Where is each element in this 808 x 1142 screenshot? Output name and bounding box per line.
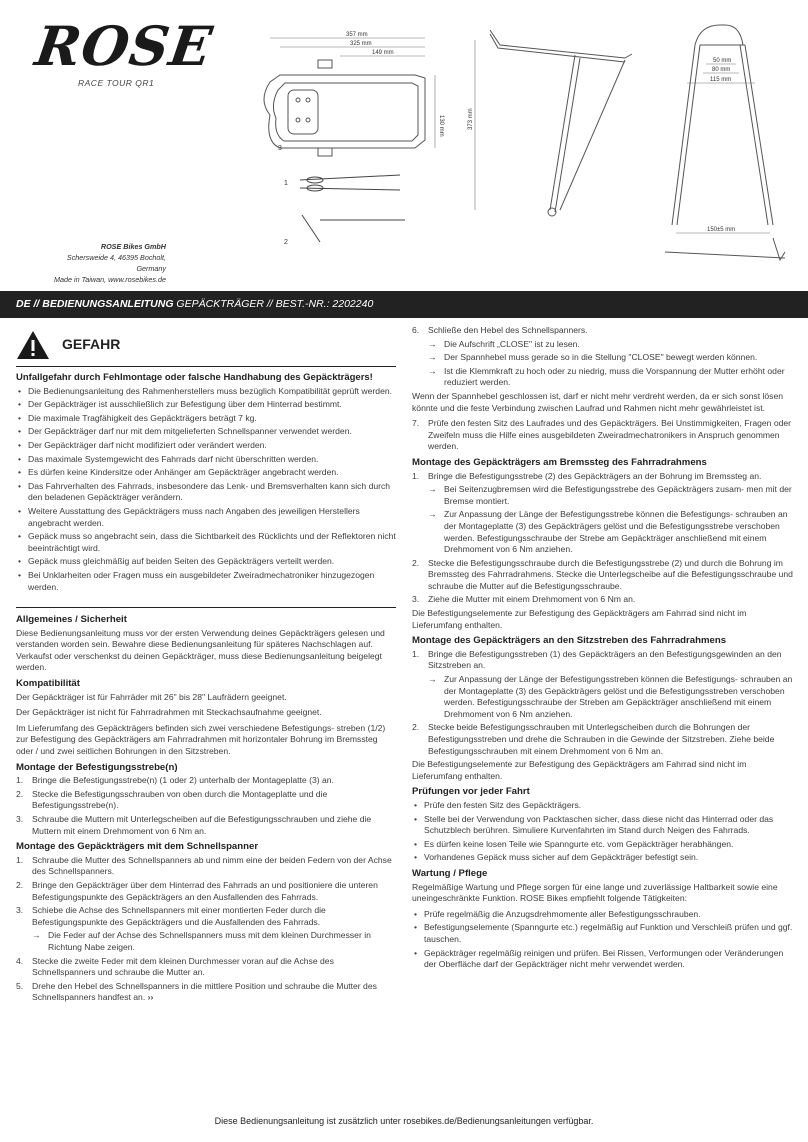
seat-steps [412,649,794,672]
list-item: • Der Gepäckträger darf nur mit dem mitgelieferten Schnellspanner verwendet werden. [16,426,396,438]
list-item: • Gepäckträger regelmäßig reinigen und prüfen. Bei Rissen, Verformungen oder Veränderungen der Oberfläche darf der Gepäckträger nicht mehr verwendet werden. [412,948,794,971]
brake-steps [412,471,794,483]
step-item: 2. Stecke die Befestigungsschrauben von oben durch die Montageplatte und die Befestigungsstrebe(n). [16,788,328,811]
footer-note: Diese Bedienungsanleitung ist zusätzlich unter rosebikes.de/Bedienungsanleitungen verfügbar. [214,1116,594,1126]
qr-steps [16,855,396,929]
list-item: • Die Bedienungsanleitung des Rahmenherstellers muss bezüglich Kompatibilität geprüft werden. [16,386,396,398]
title-banner [0,291,808,318]
dim-80-label: 80 mm [712,67,731,73]
sub-step: → Die Aufschrift „CLOSE" ist zu lesen. [428,338,580,349]
care-list [412,909,794,971]
qr-steps-cont [16,956,396,1004]
banner-doc-type: DE // BEDIENUNGSANLEITUNG [16,298,174,310]
list-item: • Das Fahrverhalten des Fahrrads, insbesondere das Lenk- und Bremsverhalten kann sich durch den beladenen Gepäckträger verändern. [16,481,396,504]
part-1-label: 1 [284,180,288,187]
step-item: 1. Bringe die Befestigungsstrebe (2) des Gepäckträgers an der Bohrung im Bremssteg an. [412,470,762,481]
check-title: Prüfungen vor jeder Fahrt [412,786,530,798]
company-name: ROSE Bikes GmbH [100,242,166,251]
dim-325-label: 325 mm [350,41,372,47]
part-3-label: 3 [278,145,282,152]
dim-150-label: 150±5 mm [707,227,736,233]
list-item: • Das maximale Systemgewicht des Fahrrads darf nicht überschritten werden. [16,454,396,466]
warning-subtitle: Unfallgefahr durch Fehlmontage oder falsche Handhabung des Gepäckträgers! [16,372,373,383]
seat-title: Montage des Gepäckträgers an den Sitzstreben des Fahrradrahmens [412,635,727,647]
right-column [412,325,794,973]
care-title: Wartung / Pflege [412,867,488,879]
brake-steps-cont [412,558,794,606]
list-item: • Gepäck muss so angebracht sein, dass die Sichtbarkeit des Rücklichts und der Reflektoren nicht beeinträchtigt wird. [16,531,396,554]
dim-357-label: 357 mm [346,32,368,38]
list-item: • Gepäck muss gleichmäßig auf beiden Seiten des Gepäckträgers verteilt werden. [16,556,396,568]
sub-step: → Zur Anpassung der Länge der Befestigungsstreben können die Befestigungs- schrauben an der Montageplatte (3) des Gepäckträgers gelöst und die Befestigungsstreben verschoben werden. Befestigungsschraube der Streben am Gepäckträger anschließend mit einem Drehmoment von 6 Nm anziehen. [428,674,793,719]
qr-after-text: Wenn der Spannhebel geschlossen ist, darf er nicht mehr verdreht werden, da er sich sonst lösen könnte und die feste Verbindung zwischen Laufrad und Rahmen nicht mehr gewährleistet ist. [412,390,784,413]
sub-step: → Ist die Klemmkraft zu hoch oder zu niedrig, muss die Vorspannung der Mutter erhöht oder reduziert werden. [428,365,785,388]
step-item: 1. Bringe die Befestigungsstreben (1) des Gepäckträgers an den Befestigungsgewinden an den Sitzstreben an. [412,648,782,671]
warning-header [16,330,396,360]
list-item: • Prüfe den festen Sitz des Gepäckträgers. [412,800,794,812]
check-list [412,800,794,864]
company-address: Schersweide 4, 46395 Bocholt, Germany [66,253,166,273]
step-item: 3. Schraube die Muttern mit Unterlegscheiben auf die Befestigungsschrauben und ziehe die Muttern mit einem Drehmoment von 6 Nm an. [16,814,372,836]
continue-marker: ›› [147,992,154,1003]
dim-115-label: 115 mm [710,77,732,83]
list-item: • Der Gepäckträger darf nicht modifiziert oder verändert werden. [16,440,396,452]
seat-note: Die Befestigungselemente zur Befestigung des Gepäckträgers am Fahrrad sind nicht im Lieferumfang enthalten. [412,759,747,781]
company-made: Made in Taiwan, www.rosebikes.de [54,275,166,284]
step-item: 4. Stecke die zweite Feder mit dem kleinen Durchmesser voran auf die Achse des Schnellspanners und schraube die Mutter an. [16,955,334,978]
list-item: • Befestigungselemente (Spanngurte etc.) regelmäßig auf Funktion und Verschleiß prüfen und ggf. tauschen. [412,922,794,945]
dim-149-label: 149 mm [372,50,394,56]
step-item: 2. Bringe den Gepäckträger über dem Hinterrad des Fahrrads an und positioniere die unteren Befestigungspunkte des Gepäckträgers an den Ausfallenden des Fahrrads. [16,879,378,902]
left-column [16,330,396,1006]
seat-steps-cont [412,722,794,757]
rose-logo: ROSE [31,14,217,78]
step-item: 5. Drehe den Hebel des Schnellspanners in die mittlere Position und schraube die Mutter des Schnellspanners handfest an. ›› [16,980,377,1003]
compat-p1: Der Gepäckträger ist für Fahrräder mit 26" bis 28" Laufrädern geeignet. [16,691,287,702]
list-item: • Es dürfen keine Kindersitze oder Anhänger am Gepäckträger angebracht werden. [16,467,396,479]
divider [16,366,396,367]
dim-373-label: 373 mm [468,108,474,130]
divider [16,607,396,608]
list-item: • Vorhandenes Gepäck muss sicher auf dem Gepäckträger befestigt sein. [412,852,794,864]
list-item: • Weitere Ausstattung des Gepäckträgers muss nach Angaben des jeweiligen Herstellers angebracht werden. [16,506,396,529]
compat-p2: Der Gepäckträger ist nicht für Fahrradrahmen mit Steckachsaufnahme geeignet. [16,707,322,718]
part-2-label: 2 [284,239,288,246]
model-name: RACE TOUR QR1 [78,78,155,88]
company-info [38,241,166,285]
compat-title: Kompatibilität [16,678,80,690]
step-item: 3. Ziehe die Mutter mit einem Drehmoment von 6 Nm an. [412,594,636,605]
sub-step: → Der Spannhebel muss gerade so in die Stellung "CLOSE" bewegt werden können. [428,352,758,363]
care-text: Regelmäßige Wartung und Pflege sorgen für eine lange und zuverlässige Haltbarkeit sowie eine uneingeschränkte Funktion. ROSE Bikes empfiehlt folgende Tätigkeiten: [412,881,778,904]
step-item: 2. Stecke die Befestigungsschraube durch die Befestigungsstrebe (2) und durch die Bohrung im Bremssteg des Fahrradrahmens. Stecke die Unterlegscheibe auf die Befestigungsschraube und schraube die Mutter auf die Befestigungsschraube. [412,557,793,591]
strut-title: Montage der Befestigungsstrebe(n) [16,761,178,773]
dim-50-label: 50 mm [713,58,732,64]
brake-note: Die Befestigungselemente zur Befestigung des Gepäckträgers am Fahrrad sind nicht im Lieferumfang enthalten. [412,608,747,630]
strut-steps [16,775,396,837]
general-text: Diese Bedienungsanleitung muss vor der ersten Verwendung deines Gepäckträgers gelesen und verstanden worden sein. Bewahre diese Bedienungsanleitung für späteres Nachschlagen auf. Verkaufst oder verschenkst du deinen Gepäckträger, muss diese Bedienungsanleitung beigelegt werden. [16,627,385,673]
qr-steps-right [412,325,794,337]
step-item: 3. Schiebe die Achse des Schnellspanners mit einer montierten Feder durch die Befestigungspunkte des Gepäckträgers und die Ausfallenden des Fahrrads. [16,905,326,927]
list-item: • Die maximale Tragfähigkeit des Gepäckträgers beträgt 7 kg. [16,413,396,425]
list-item: • Bei Unklarheiten oder Fragen muss ein ausgebildeter Zweiradmechatroniker hinzugezogen werden. [16,570,396,593]
warning-list [16,386,396,594]
list-item: • Stelle bei der Verwendung von Packtaschen sicher, dass diese nicht das Hinterrad oder das Schutzblech berühren. Simuliere Kurvenfahrten im Stand durch Neigen des Fahrrads. [412,814,794,837]
general-title: Allgemeines / Sicherheit [16,614,127,626]
step-item: 2. Stecke beide Befestigungsschrauben mit Unterlegscheiben durch die Bohrungen der Befestigungsstreben und drehe die Schrauben in die Gewinde der Sitzstreben. Ziehe beide Befestigungsschrauben mit einem Drehmoment von 6 Nm an. [412,722,775,756]
list-item: • Prüfe regelmäßig die Anzugsdrehmomente aller Befestigungsschrauben. [412,909,794,921]
list-item: • Es dürfen keine losen Teile wie Spanngurte etc. vom Gepäckträger herabhängen. [412,839,794,851]
warning-triangle-icon [16,330,50,360]
sub-step: → Bei Seitenzugbremsen wird die Befestigungsstrebe des Gepäckträgers zusam- men mit der Bremse montiert. [428,484,792,506]
dim-130-label: 130 mm [438,115,444,137]
warning-title: GEFAHR [62,336,121,353]
step-item: 6. Schließe den Hebel des Schnellspanners. [412,325,588,335]
sub-step: → Zur Anpassung der Länge der Befestigungsstrebe können die Befestigungs- schrauben an der Montageplatte (3) des Gepäckträgers gelöst und die Befestigungsstrebe verschoben werden. Befestigungsschraube der Strebe am Gepäckträger anschließend mit einem Drehmoment von 6 Nm anziehen. [428,509,788,555]
qr-title: Montage des Gepäckträgers mit dem Schnellspanner [16,841,259,853]
banner-product: GEPÄCKTRÄGER // BEST.-NR.: 2202240 [173,298,374,310]
brake-title: Montage des Gepäckträgers am Bremssteg des Fahrradrahmens [412,456,707,468]
step-item: 7. Prüfe den festen Sitz des Laufrades und des Gepäckträgers. Bei Unstimmigkeiten, Fragen oder Zweifeln muss die Hilfe eines ausgebildeten Zweiradmechatronikers in Anspruch genommen werden. [412,418,792,452]
sub-step: → Die Feder auf der Achse des Schnellspanners muss mit dem kleinen Durchmesser in Richtung Nabe zeigen. [32,930,371,952]
compat-p3: Im Lieferumfang des Gepäckträgers befinden sich zwei verschiedene Befestigungs- streben (1/2) zur Befestigung des Gepäckträgers am Fahrradrahmen mit horizontaler Bohrung im Bremssteg oder / und zwei seitlichen Bohrungen in den Sitzstreben. [16,722,386,757]
step-item: 1. Schraube die Mutter des Schnellspanners ab und nimm eine der beiden Federn von der Achse des Schnellspanners. [16,854,392,877]
rack-technical-drawing [240,20,800,280]
list-item: • Der Gepäckträger ist ausschließlich zur Befestigung über dem Hinterrad bestimmt. [16,399,396,411]
qr-step-7 [412,418,794,453]
step-item: 1. Bringe die Befestigungsstrebe(n) (1 oder 2) unterhalb der Montageplatte (3) an. [16,775,334,786]
